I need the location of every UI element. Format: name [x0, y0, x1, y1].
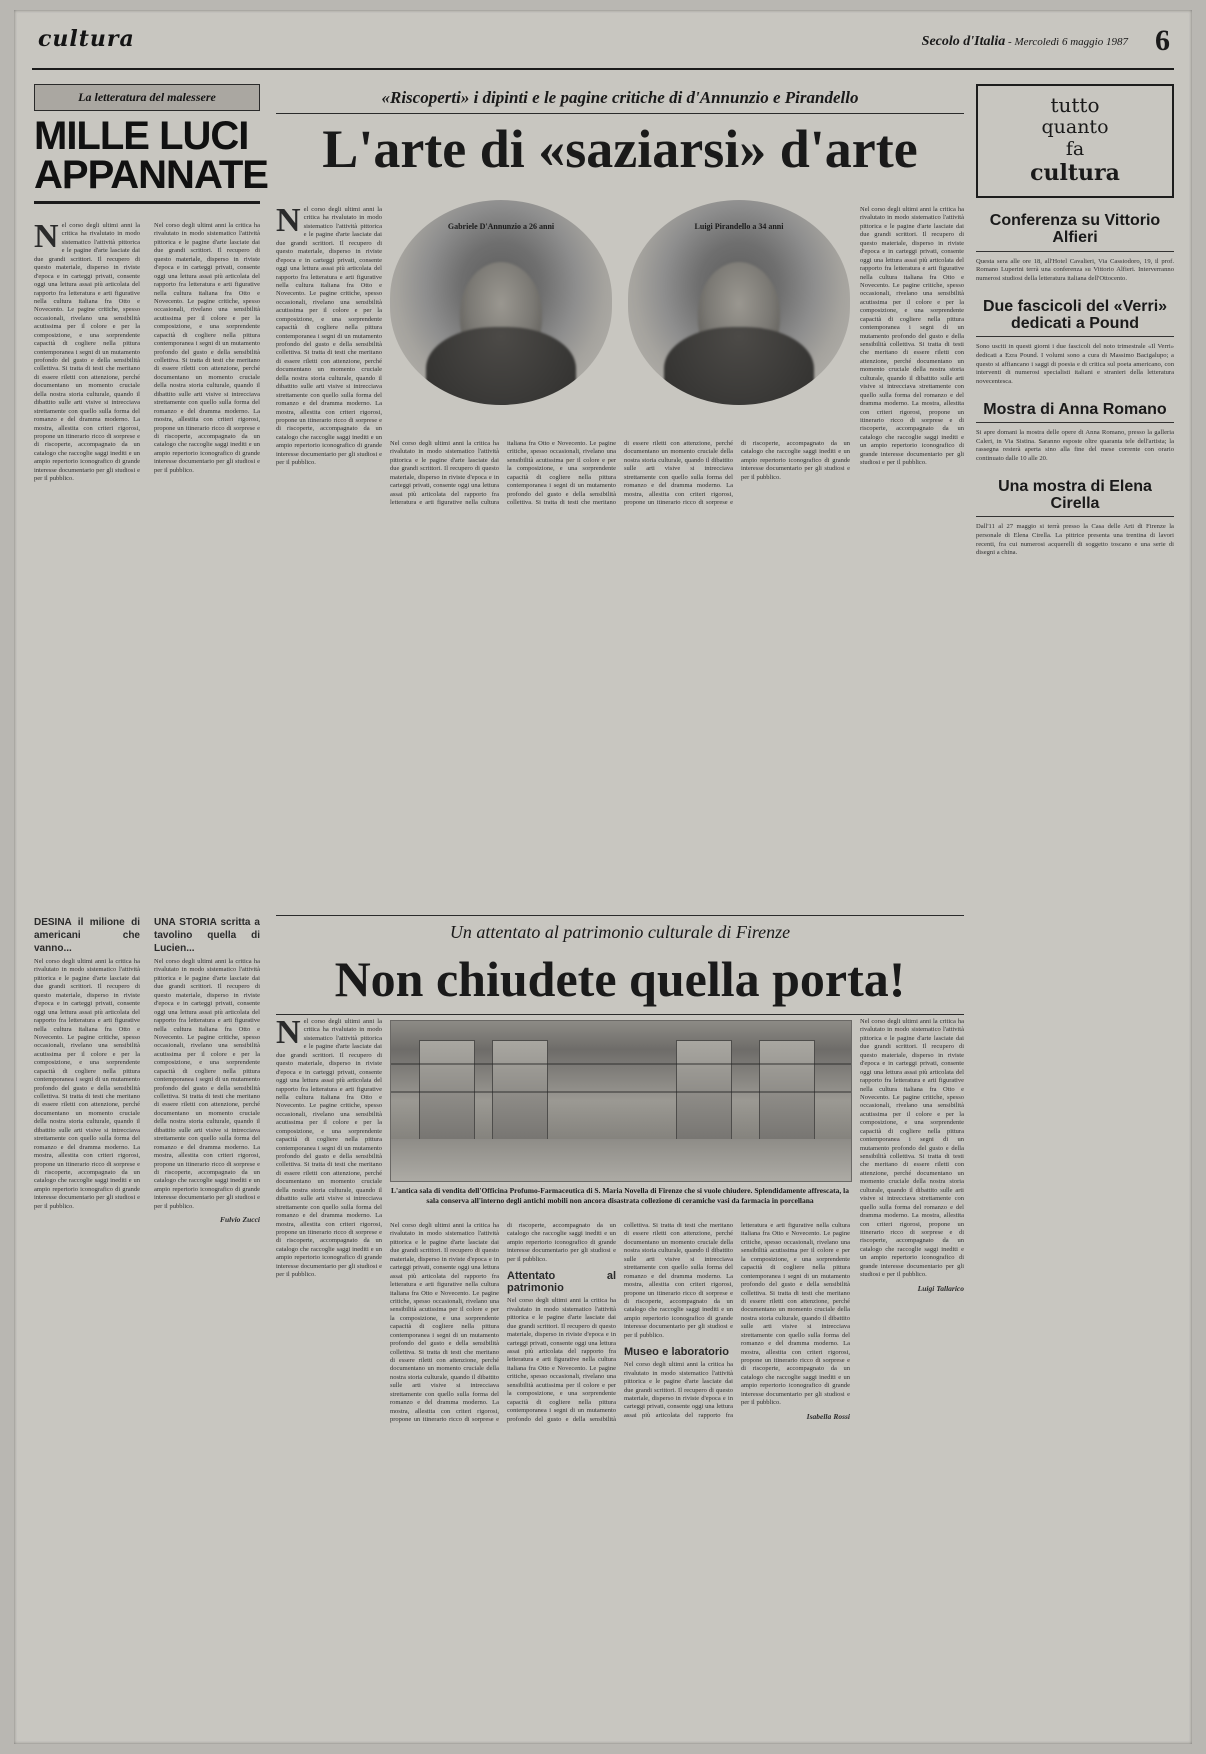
left-column-1: Nel corso degli ultimi anni la critica ha rivalutato in modo sistematico l'attività pittorica e le pagine d'arte lasciate dai due grandi scrittori. Il recupero di questo materiale, disperso in riviste d'epoca e in carteggi privati, consente oggi una lettura assai più articolata del rapporto fra letteratura e arti figurative nella cultura italiana fra Otto e Novecento. Le pagine critiche, spesso occasionali, rivelano una sensibilità acutissima per il colore e per la composizione, e una sorprendente capacità di cogliere nella pittura contemporanea i segni di un mutamento profondo del gusto e della sensibilità collettiva. Si tratta di testi che meritano di essere riletti con attenzione, perché documentano un momento cruciale della nostra storia culturale, quando il dibattito sulle arti visive si intrecciava strettamente con quello sulla forma del romanzo e del dramma moderno. La mostra, allestita con criteri rigorosi, propone un itinerario ricco di sorprese e di riscoperte, accompagnato da un catalogo che raccoglie saggi inediti e un ampio repertorio iconografico di grande interesse documentario per gli studiosi e per il pubblico. — [34, 218, 140, 483]
rail-item — [976, 298, 1174, 387]
section-title: cultura — [38, 26, 135, 52]
rail-item-body: Questa sera alle ore 18, all'Hotel Cavalieri, Via Cassiodoro, 19, il prof. Romano Luperini terrà una conferenza su Vittorio Alfieri. Interverranno numerosi studiosi della letteratura italiana dell'Ottocento. — [976, 257, 1174, 282]
newspaper-page — [14, 10, 1192, 1744]
rail-logo-word-1: tutto — [1050, 93, 1100, 117]
portrait-body — [426, 327, 576, 405]
rail-item-title: Mostra di Anna Romano — [976, 401, 1174, 423]
second-column-right — [860, 1018, 964, 1718]
portrait-body — [664, 327, 814, 405]
second-subhead-2: Museo e laboratorio — [624, 1346, 729, 1359]
left-article-header — [34, 84, 268, 204]
rail-item-title: Due fascicoli del «Verri» dedicati a Pound — [976, 298, 1174, 338]
second-overline: Un attentato al patrimonio culturale di Firenze — [449, 922, 791, 942]
left-column-3-text: Nel corso degli ultimi anni la critica ha rivalutato in modo sistematico l'attività pittorica e le pagine d'arte lasciate dai due grandi scrittori. Il recupero di questo materiale, disperso in riviste d'epoca e in carteggi privati, consente oggi una lettura assai più articolata del rapporto fra letteratura e arti figurative nella cultura italiana fra Otto e Novecento. Le pagine critiche, spesso occasionali, rivelano una sensibilità acutissima per il colore e per la composizione, e una sorprendente capacità di cogliere nella pittura contemporanea i segni di un mutamento profondo del gusto e della sensibilità collettiva. Si tratta di testi che meritano di essere riletti con attenzione, perché documentano un momento cruciale della nostra storia culturale, quando il dibattito sulle arti visive si intrecciava strettamente con quello sulla forma del romanzo e del dramma moderno. La mostra, allestita con criteri rigorosi, propone un itinerario ricco di sorprese e di riscoperte, accompagnato da un catalogo che raccoglie saggi inediti e un ampio repertorio iconografico di grande interesse documentario per gli studiosi e per il pubblico. — [34, 958, 140, 1210]
left-title — [34, 114, 268, 204]
main-columns-middle: Nel corso degli ultimi anni la critica ha rivalutato in modo sistematico l'attività pittorica e le pagine d'arte lasciate dai due grandi scrittori. Il recupero di questo materiale, disperso in riviste d'epoca e in carteggi privati, consente oggi una lettura assai più articolata del rapporto fra letteratura e arti figurative nella cultura italiana fra Otto e Novecento. Le pagine critiche, spesso occasionali, rivelano una sensibilità acutissima per il colore e per la composizione, e una sorprendente capacità di cogliere nella pittura contemporanea i segni di un mutamento profondo del gusto e della sensibilità collettiva. Si tratta di testi che meritano di essere riletti con attenzione, perché documentano un momento cruciale della nostra storia culturale, quando il dibattito sulle arti visive si intrecciava strettamente con quello sulla forma del romanzo e del dramma moderno. La mostra, allestita con criteri rigorosi, propone un itinerario ricco di sorprese e di riscoperte, accompagnato da un catalogo che raccoglie saggi inediti e un ampio repertorio iconografico di grande interesse documentario per gli studiosi e per il pubblico. — [390, 440, 850, 507]
rail-item-title: Conferenza su Vittorio Alfieri — [976, 212, 1174, 252]
rail-logo-box — [976, 84, 1174, 198]
second-photo-caption: L'antica sala di vendita dell'Officina Profumo-Farmaceutica di S. Maria Novella di Firenze che si vuole chiudere. Splendidamente affrescata, la sala conserva all'interno degli antichi mobili non ancora disastrata collezione di ceramiche vasi da farmacia in porcellana — [391, 1186, 849, 1205]
photo-floor — [391, 1139, 851, 1181]
second-body-text: Nel corso degli ultimi anni la critica ha rivalutato in modo sistematico l'attività pittorica e le pagine d'arte lasciate dai due grandi scrittori. Il recupero di questo materiale, disperso in riviste d'epoca e in carteggi privati, consente oggi una lettura assai più articolata del rapporto fra letteratura e arti figurative nella cultura italiana fra Otto e Novecento. Le pagine critiche, spesso occasionali, rivelano una sensibilità acutissima per il colore e per la composizione, e una sorprendente capacità di cogliere nella pittura contemporanea i segni di un mutamento profondo del gusto e della sensibilità collettiva. Si tratta di testi che meritano di essere riletti con attenzione, perché documentano un momento cruciale della nostra storia culturale, quando il dibattito sulle arti visive si intrecciava strettamente con quello sulla forma del romanzo e del dramma moderno. La mostra, allestita con criteri rigorosi, propone un itinerario ricco di sorprese e di riscoperte, accompagnato da un catalogo che raccoglie saggi inediti e un ampio repertorio iconografico di grande interesse documentario per gli studiosi e per il pubblico. — [390, 1222, 616, 1424]
masthead — [32, 24, 1174, 70]
rail-item-body: Dall'11 al 27 maggio si terrà presso la Casa delle Arti di Firenze la personale di Elena Cirella. La pittrice presenta una trentina di lavori recenti, fra cui numerosi acquerelli di soggetto toscano e una serie di disegni a china. — [976, 523, 1174, 557]
main-column-right: Nel corso degli ultimi anni la critica ha rivalutato in modo sistematico l'attività pittorica e le pagine d'arte lasciate dai due grandi scrittori. Il recupero di questo materiale, disperso in riviste d'epoca e in carteggi privati, consente oggi una lettura assai più articolata del rapporto fra letteratura e arti figurative nella cultura italiana fra Otto e Novecento. Le pagine critiche, spesso occasionali, rivelano una sensibilità acutissima per il colore e per la composizione, e una sorprendente capacità di cogliere nella pittura contemporanea i segni di un mutamento profondo del gusto e della sensibilità collettiva. Si tratta di testi che meritano di essere riletti con attenzione, perché documentano un momento cruciale della nostra storia culturale, quando il dibattito sulle arti visive si intrecciava strettamente con quello sulla forma del romanzo e del dramma moderno. La mostra, allestita con criteri rigorosi, propone un itinerario ricco di sorprese e di riscoperte, accompagnato da un catalogo che raccoglie saggi inediti e un ampio repertorio iconografico di grande interesse documentario per gli studiosi e per il pubblico. — [860, 206, 964, 467]
shelf-line — [391, 1063, 851, 1065]
main-overline: «Riscoperti» i dipinti e le pagine critiche di d'Annunzio e Pirandello — [276, 88, 964, 114]
portrait-photos — [390, 200, 850, 430]
rail-item-title: Una mostra di Elena Cirella — [976, 478, 1174, 518]
shop-interior-photo — [390, 1020, 852, 1182]
paper-name — [922, 34, 1128, 50]
second-column-1: Nel corso degli ultimi anni la critica ha rivalutato in modo sistematico l'attività pittorica e le pagine d'arte lasciate dai due grandi scrittori. Il recupero di questo materiale, disperso in riviste d'epoca e in carteggi privati, consente oggi una lettura assai più articolata del rapporto fra letteratura e arti figurative nella cultura italiana fra Otto e Novecento. Le pagine critiche, spesso occasionali, rivelano una sensibilità acutissima per il colore e per la composizione, e una sorprendente capacità di cogliere nella pittura contemporanea i segni di un mutamento profondo del gusto e della sensibilità collettiva. Si tratta di testi che meritano di essere riletti con attenzione, perché documentano un momento cruciale della nostra storia culturale, quando il dibattito sulle arti visive si intrecciava strettamente con quello sulla forma del romanzo e del dramma moderno. La mostra, allestita con criteri rigorosi, propone un itinerario ricco di sorprese e di riscoperte, accompagnato da un catalogo che raccoglie saggi inediti e un ampio repertorio iconografico di grande interesse documentario per gli studiosi e per il pubblico. — [276, 1014, 382, 1279]
rail-logo-word-2: quanto — [1041, 116, 1109, 138]
left-column-3 — [34, 910, 140, 1718]
second-right-text: Nel corso degli ultimi anni la critica ha rivalutato in modo sistematico l'attività pittorica e le pagine d'arte lasciate dai due grandi scrittori. Il recupero di questo materiale, disperso in riviste d'epoca e in carteggi privati, consente oggi una lettura assai più articolata del rapporto fra letteratura e arti figurative nella cultura italiana fra Otto e Novecento. Le pagine critiche, spesso occasionali, rivelano una sensibilità acutissima per il colore e per la composizione, e una sorprendente capacità di cogliere nella pittura contemporanea i segni di un mutamento profondo del gusto e della sensibilità collettiva. Si tratta di testi che meritano di essere riletti con attenzione, perché documentano un momento cruciale della nostra storia culturale, quando il dibattito sulle arti visive si intrecciava strettamente con quello sulla forma del romanzo e del dramma moderno. La mostra, allestita con criteri rigorosi, propone un itinerario ricco di sorprese e di riscoperte, accompagnato da un catalogo che raccoglie saggi inediti e un ampio repertorio iconografico di grande interesse documentario per gli studiosi e per il pubblico. — [860, 1018, 964, 1279]
left-title-line2: APPANNATE — [34, 153, 268, 198]
left-column-4-text: Nel corso degli ultimi anni la critica ha rivalutato in modo sistematico l'attività pittorica e le pagine d'arte lasciate dai due grandi scrittori. Il recupero di questo materiale, disperso in riviste d'epoca e in carteggi privati, consente oggi una lettura assai più articolata del rapporto fra letteratura e arti figurative nella cultura italiana fra Otto e Novecento. Le pagine critiche, spesso occasionali, rivelano una sensibilità acutissima per il colore e per la composizione, e una sorprendente capacità di cogliere nella pittura contemporanea i segni di un mutamento profondo del gusto e della sensibilità collettiva. Si tratta di testi che meritano di essere riletti con attenzione, perché documentano un momento cruciale della nostra storia culturale, quando il dibattito sulle arti visive si intrecciava strettamente con quello sulla forma del romanzo e del dramma moderno. La mostra, allestita con criteri rigorosi, propone un itinerario ricco di sorprese e di riscoperte, accompagnato da un catalogo che raccoglie saggi inediti e un ampio repertorio iconografico di grande interesse documentario per gli studiosi e per il pubblico. — [154, 958, 260, 1210]
photo-caption-right: Luigi Pirandello a 34 anni — [694, 222, 784, 231]
photo-caption-left: Gabriele D'Annunzio a 26 anni — [447, 222, 555, 231]
second-subhead-1: Attentato al patrimonio — [507, 1270, 616, 1295]
rail-item — [976, 478, 1174, 558]
rail-item-body: Sono usciti in questi giorni i due fascicoli del noto trimestrale «Il Verri» dedicati a Ezra Pound. I volumi sono a cura di Massimo Bacigalupo; a questo si affiancano i saggi di poesia e di critica sul poeta americano, con interventi di numerosi specialisti italiani e stranieri della letteratura novecentesca. — [976, 343, 1174, 385]
second-headline: Non chiudete quella porta! — [276, 950, 964, 1015]
second-article-rule — [276, 915, 964, 916]
rail-logo-word-4: cultura — [1030, 159, 1120, 186]
left-column-4 — [154, 910, 260, 1718]
rail-item — [976, 401, 1174, 464]
second-signature-2: Luigi Tallarico — [917, 1283, 964, 1293]
left-column-2: Nel corso degli ultimi anni la critica ha rivalutato in modo sistematico l'attività pittorica e le pagine d'arte lasciate dai due grandi scrittori. Il recupero di questo materiale, disperso in riviste d'epoca e in carteggi privati, consente oggi una lettura assai più articolata del rapporto fra letteratura e arti figurative nella cultura italiana fra Otto e Novecento. Le pagine critiche, spesso occasionali, rivelano una sensibilità acutissima per il colore e per la composizione, e una sorprendente capacità di cogliere nella pittura contemporanea i segni di un mutamento profondo del gusto e della sensibilità collettiva. Si tratta di testi che meritano di essere riletti con attenzione, perché documentano un momento cruciale della nostra storia culturale, quando il dibattito sulle arti visive si intrecciava strettamente con quello sulla forma del romanzo e del dramma moderno. La mostra, allestita con criteri rigorosi, propone un itinerario ricco di sorprese e di riscoperte, accompagnato da un catalogo che raccoglie saggi inediti e un ampio repertorio iconografico di grande interesse documentario per gli studiosi e per il pubblico. — [154, 222, 260, 474]
main-article-header — [276, 88, 964, 179]
main-signature: Fulvio Zucci — [220, 1215, 260, 1225]
shelf-line — [391, 1091, 851, 1093]
issue-date: - Mercoledì 6 maggio 1987 — [1005, 36, 1128, 48]
second-signature: Isabella Rossi — [806, 1411, 850, 1421]
main-headline: L'arte di «saziarsi» d'arte — [322, 119, 918, 179]
paper-title: Secolo d'Italia — [921, 34, 1006, 49]
second-body-text-3: Nel corso degli ultimi anni la critica ha rivalutato in modo sistematico l'attività pittorica e le pagine d'arte lasciate dai due grandi scrittori. Il recupero di questo materiale, disperso in riviste d'epoca e in carteggi privati, consente oggi una lettura assai più articolata del rapporto fra letteratura e arti figurative nella cultura italiana fra Otto e Novecento. Le pagine critiche, spesso occasionali, rivelano una sensibilità acutissima per il colore e per la composizione, e una sorprendente capacità di cogliere nella pittura contemporanea i segni di un mutamento profondo del gusto e della sensibilità collettiva. Si tratta di testi che meritano di essere riletti con attenzione, perché documentano un momento cruciale della nostra storia culturale, quando il dibattito sulle arti visive si intrecciava strettamente con quello sulla forma del romanzo e del dramma moderno. La mostra, allestita con criteri rigorosi, propone un itinerario ricco di sorprese e di riscoperte, accompagnato da un catalogo che raccoglie saggi inediti e un ampio repertorio iconografico di grande interesse documentario per gli studiosi e per il pubblico. — [624, 1222, 850, 1419]
left-title-line1: MILLE LUCI — [34, 114, 249, 158]
second-columns-middle — [390, 1222, 850, 1718]
left-subhead-2: UNA STORIA scritta a tavolino quella di Lucien... — [154, 917, 260, 954]
left-kicker: La letteratura del malessere — [34, 84, 260, 111]
main-column-1: Nel corso degli ultimi anni la critica ha rivalutato in modo sistematico l'attività pittorica e le pagine d'arte lasciate dai due grandi scrittori. Il recupero di questo materiale, disperso in riviste d'epoca e in carteggi privati, consente oggi una lettura assai più articolata del rapporto fra letteratura e arti figurative nella cultura italiana fra Otto e Novecento. Le pagine critiche, spesso occasionali, rivelano una sensibilità acutissima per il colore e per la composizione, e una sorprendente capacità di cogliere nella pittura contemporanea i segni di un mutamento profondo del gusto e della sensibilità collettiva. Si tratta di testi che meritano di essere riletti con attenzione, perché documentano un momento cruciale della nostra storia culturale, quando il dibattito sulle arti visive si intrecciava strettamente con quello sulla forma del romanzo e del dramma moderno. La mostra, allestita con criteri rigorosi, propone un itinerario ricco di sorprese e di riscoperte, accompagnato da un catalogo che raccoglie saggi inediti e un ampio repertorio iconografico di grande interesse documentario per gli studiosi e per il pubblico. — [276, 202, 382, 467]
page-number: 6 — [1155, 24, 1170, 57]
right-rail — [976, 84, 1174, 558]
rail-item-body: Si apre domani la mostra delle opere di Anna Romano, presso la galleria Caleri, in Via Sistina. Saranno esposte oltre quaranta tele dell'artista; la rassegna resterà aperta sino alla fine del mese corrente con orario continuato dalle 10 alle 20. — [976, 428, 1174, 463]
rail-logo-word-3: fa — [1065, 137, 1085, 160]
left-subhead-1: DESINA il milione di americani che vanno... — [34, 917, 140, 954]
second-body-text-2: Nel corso degli ultimi anni la critica ha rivalutato in modo sistematico l'attività pittorica e le pagine d'arte lasciate dai due grandi scrittori. Il recupero di questo materiale, disperso in riviste d'epoca e in carteggi privati, consente oggi una lettura assai più articolata del rapporto fra letteratura e arti figurative nella cultura italiana fra Otto e Novecento. Le pagine critiche, spesso occasionali, rivelano una sensibilità acutissima per il colore e per la composizione, e una sorprendente capacità di cogliere nella pittura contemporanea i segni di un mutamento profondo del gusto e della sensibilità collettiva. Si tratta di testi che meritano di essere riletti con attenzione, perché documentano un momento cruciale della nostra storia culturale, quando il dibattito sulle arti visive si intrecciava strettamente con quello sulla forma del romanzo e del dramma moderno. La mostra, allestita con criteri rigorosi, propone un itinerario ricco di sorprese e di riscoperte, accompagnato da un catalogo che raccoglie saggi inediti e un ampio repertorio iconografico di grande interesse documentario per gli studiosi e per il pubblico. — [507, 1222, 733, 1423]
rail-item — [976, 212, 1174, 284]
